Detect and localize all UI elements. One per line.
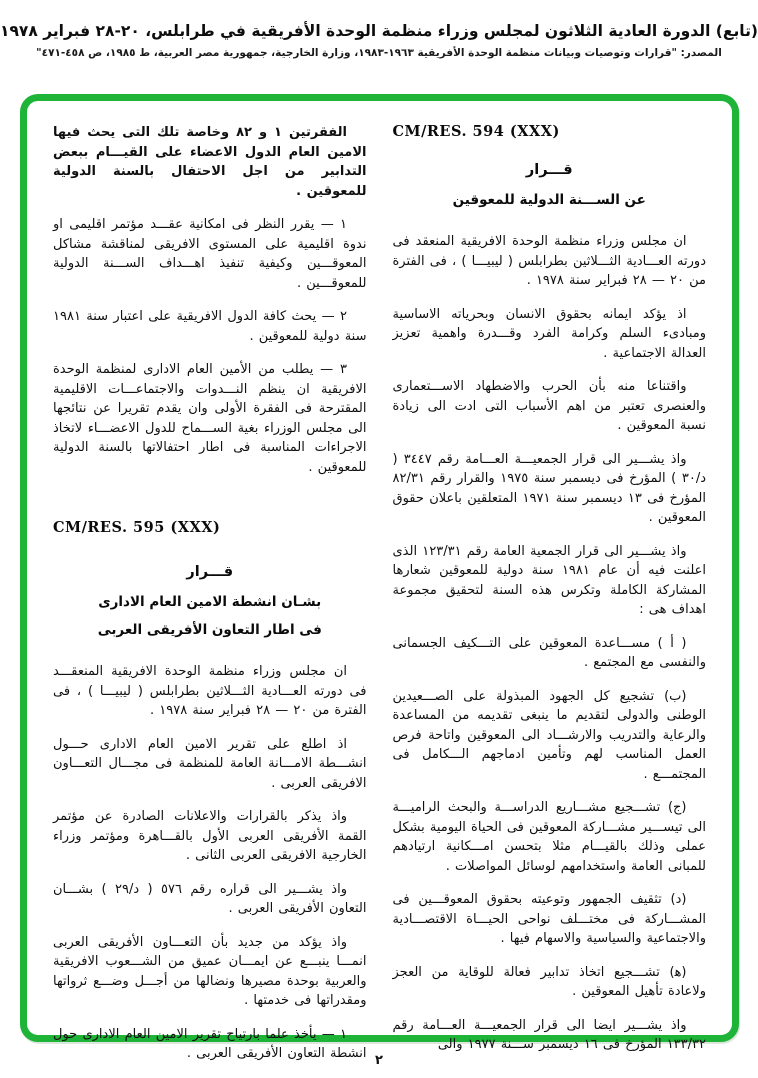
- paragraph-operative-3: ٣ — يطلب من الأمين العام الادارى لمنظمة الوحدة الافريقية ان ينظم النـــدوات والاجتماعـــات الاقليمية المقترحة فى الفقرة الأولى وان يقدم تقريرا عن نتائجها الى مجلس الوزراء بغية الســـماح للدول الاعضـــاء لاتخاذ الاجراءات المناسبة فى اطار احتفالاتها بالسنة الدولية للمعوقين .: [53, 362, 367, 475]
- two-column-layout: [53, 123, 707, 1061]
- paragraph-operative-2: ٢ — يحث كافة الدول الافريقية على اعتبار سنة ١٩٨١ سنة دولية للمعوقين .: [53, 309, 367, 344]
- resolution-number-594: CM/RES. 594 (XXX): [392, 123, 560, 140]
- paragraph: واذ يشـــير الى قرار الجمعيـــة العـــامة رقم ٣٤٤٧ ( د/٣٠ ) المؤرخ فى ديسمبر سنة ١٩٧٥ والقرار رقم ٨٢/٣١ المؤرخ فى ١٣ ديسمبر سنة ١٩٧١ المتعلقين باعلان حقوق المعوقين .: [392, 451, 707, 525]
- paragraph: واقتناعا منه بأن الحرب والاضطهاد الاســـتعمارى والعنصرى تعتبر من اهم الأسباب التى ادت الى زيادة نسبة المعوقين .: [392, 379, 706, 433]
- resolution-595-subject-line2: فى اطار التعاون الأفريقى العربى: [97, 622, 322, 638]
- page-header: [0, 22, 758, 59]
- paragraph: واذ يشـــير الى قراره رقم ٥٧٦ ( د/٢٩ ) بشـــان التعاون الأفريقى العربى .: [53, 881, 367, 916]
- resolution-595-subject-line1: بشـان انشطة الامين العام الادارى: [98, 594, 322, 610]
- paragraph-item-a: ( أ ) مســـاعدة المعوقين على التـــكيف الجسمانى والنفسى مع المجتمع .: [392, 635, 706, 670]
- paragraph: ان مجلس وزراء منظمة الوحدة الافريقية المنعقـــد فى دورته العـــادية الثـــلاثين بطرابلس ( ليبيـــا ) ، فى الفترة من ٢٠ — ٢٨ فبراير سنة ١٩٧٨ .: [53, 664, 367, 718]
- source-citation: المصدر: "قرارات وتوصيات وبيانات منظمة الوحدة الأفريقية ١٩٦٣-١٩٨٣، وزارة الخارجية، جمهورية مصر العربية، ط ١٩٨٥، ص ٤٥٨-٤٧١": [36, 47, 722, 59]
- page-number: ٢: [375, 1053, 383, 1068]
- paragraph: واذ يشـــير الى قرار الجمعية العامة رقم ١٢٣/٣١ الذى اعلنت فيه أن عام ١٩٨١ سنة دولية للمعوقين شعارها المشاركة الكاملة وتكرس هذه السنة لتحقيق مجموعة اهداف هى :: [392, 543, 706, 617]
- paragraph: واذ يؤكد من جديد بأن التعـــاون الأفريقى العربى انمـــا ينبـــع عن ايمـــان عميق من الشـــعوب الافريقية والعربية بوحدة مصيرها ونضالها من أجـــل وضـــع ثرواتها ومقدراتها فى خدمتها .: [53, 934, 367, 1008]
- paragraph: اذ اطلع على تقرير الامين العام الادارى حـــول انشـــطة الامـــانة العامة للمنظمة فى مجـــال التعـــاون الافريقى العربى .: [53, 736, 367, 791]
- paragraph: اذ يؤكد ايمانه بحقوق الانسان وبحرياته الاساسية ومبادىء السلم وكرامة الفرد وقـــدرة واهمية تعزيز العدالة الاجتماعية .: [392, 306, 706, 361]
- paragraph-continuation: الفقرتين ١ و ٨٢ وخاصة تلك التى يحث فيها الامين العام الدول الاعضاء على القيـــام ببعض التدابير من اجل الاحتفال بالسنة الدولية للمعوقين .: [53, 125, 367, 199]
- paragraph: واذ يذكر بالقرارات والاعلانات الصادرة عن مؤتمر القمة الأفريقى العربى الأول بالقـــاهرة ومؤتمر وزراء الخارجية الافريقى العربى الثانى .: [53, 809, 367, 863]
- resolution-number-595: CM/RES. 595 (XXX): [53, 519, 221, 536]
- resolution-594-title: قـــرار: [525, 162, 573, 178]
- session-title: (تابع) الدورة العادية الثلاثون لمجلس وزراء منظمة الوحدة الأفريقية في طرابلس، ٢٠-٢٨ فبراير ١٩٧٨: [0, 22, 758, 40]
- paragraph: ان مجلس وزراء منظمة الوحدة الافريقية المنعقد فى دورته العـــادية الثـــلاثين بطرابلس ( ليبيـــا ) ، فى الفترة من ٢٠ — ٢٨ فبراير سنة ١٩٧٨ .: [392, 234, 706, 288]
- paragraph-operative-1: ١ — يقرر النظر فى امكانية عقـــد مؤتمر اقليمى او ندوة اقليمية على المستوى الافريقى لمناقشة مشاكل المعوقـــين وكيفية تنفيذ اهـــداف الســـنة الدولية للمعوقـــين .: [53, 217, 367, 291]
- paragraph-item-b: (ب) تشجيع كل الجهود المبذولة على الصـــعيدين الوطنى والدولى لتقديم ما ينبغى تقديمه من المساعدة والرعاية والتدريب والارشـــاد الى المعوقين واتاحة فرص العمل المناسب لهم وتأمين ادماجهم الـــكامل فى المجتمـــع .: [392, 688, 706, 782]
- paragraph-item-c: (ج) تشـــجيع مشـــاريع الدراســـة والبحث الراميـــة الى تيســـير مشـــاركة المعوقين فى الحياة اليومية بشكل عملى وذلك بالقيـــام مثلا بتحسن امـــكانية ارتيادهم للمبانى العامة واستخدامهم لوسائل المواصلات .: [392, 800, 706, 874]
- resolution-594-subject: عن الســـنة الدولية للمعوقين: [452, 192, 646, 208]
- paragraph-item-e: (ﻫ) تشـــجيع اتخاذ تدابير فعالة للوقاية من العجز ولاعادة تأهيل المعوقين .: [392, 964, 706, 999]
- resolution-595-title: قـــرار: [186, 564, 234, 580]
- paragraph: واذ يشـــير ايضا الى قرار الجمعيـــة العـــامة رقم ١٣٣/٣٢ المؤرخ فى ١٦ ديسمبر ســـنة ١٩٧٧ والى: [392, 1017, 706, 1052]
- column-left: [53, 123, 367, 1061]
- column-right: [392, 123, 707, 1052]
- paragraph-item-d: (د) تثقيف الجمهور وتوعيته بحقوق المعوقـــين فى المشـــاركة فى مختـــلف نواحى الحيـــاة الاقتصـــادية والاجتماعية والسياسية والاسهام فيها .: [392, 892, 706, 946]
- content-frame: [20, 94, 739, 1061]
- paragraph-operative-1: ١ — يأخذ علما بارتياح تقرير الامين العام الادارى حول انشطة التعاون الأفريقى العربى .: [53, 1026, 367, 1061]
